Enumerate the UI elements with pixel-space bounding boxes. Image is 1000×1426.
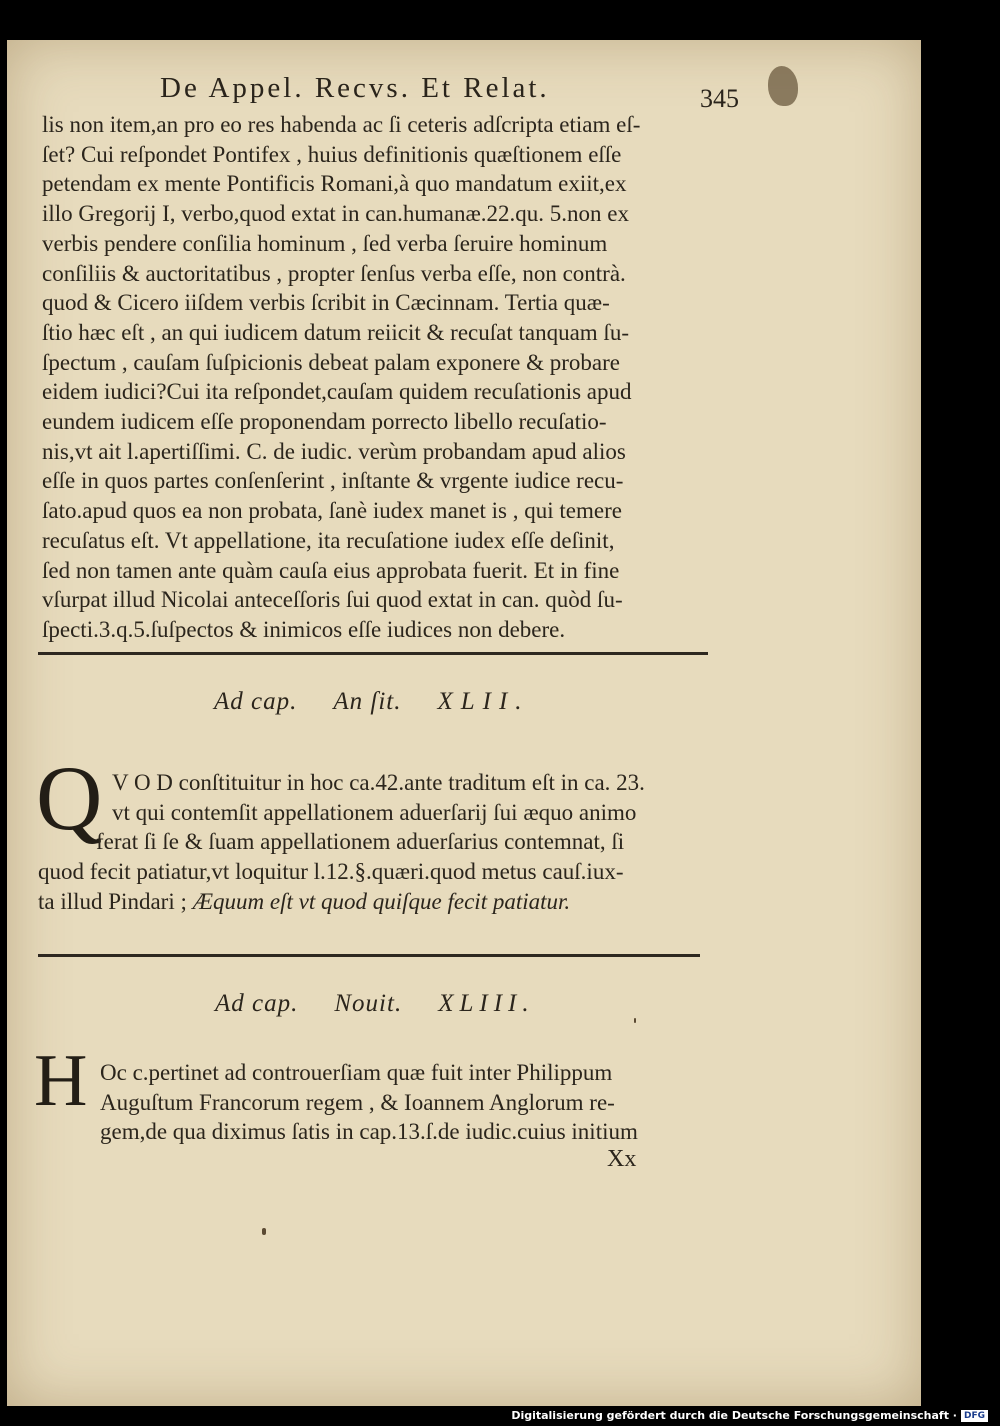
- heading-part: An ſit.: [333, 688, 402, 715]
- text-line: petendam ex mente Pontificis Romani,à quo mandatum exiit,ex: [42, 171, 627, 197]
- text-line: lis non item,an pro eo res habenda ac ſi ceteris adſcripta etiam eſ-: [42, 112, 641, 137]
- text-line: recuſatus eſt. Vt appellatione, ita recuſatione iudex eſſe deſinit,: [42, 527, 615, 553]
- text-line: ſpectum , cauſam ſuſpicionis debeat palam exponere & probare: [42, 349, 620, 375]
- quotation: Æquum eſt vt quod quiſque fecit patiatur.: [192, 888, 571, 914]
- dfg-logo: DFG: [961, 1410, 988, 1422]
- section-heading-xliii: [215, 990, 571, 1018]
- text-segment: ta illud Pindari ;: [38, 888, 187, 914]
- drop-capital-q: Q: [36, 747, 103, 849]
- ink-speck: [634, 1018, 636, 1023]
- body-text-section-1: [42, 110, 640, 645]
- stain-mark: [768, 66, 798, 106]
- catchword: Xx: [607, 1146, 637, 1172]
- text-line: conſiliis & auctoritatibus , propter ſenſus verba eſſe, non contrà.: [42, 260, 626, 286]
- text-line: ſtio hæc eſt , an qui iudicem datum reiicit & recuſat tanquam ſu-: [42, 319, 629, 345]
- text-line: eſſe in quos partes conſenſerint , inſtante & vrgente iudice recu-: [42, 468, 624, 494]
- text-line: ſpecti.3.q.5.ſuſpectos & inimicos eſſe iudices non debere.: [42, 616, 566, 642]
- text-line: V O D conſtituitur in hoc ca.42.ante traditum eſt in ca. 23.: [112, 770, 645, 795]
- heading-part: Ad cap.: [215, 990, 299, 1017]
- text-line: verbis pendere conſilia hominum , ſed verba ſeruire hominum: [42, 230, 608, 256]
- text-line: nis,vt ait l.apertiſſimi. C. de iudic. verùm probandam apud alios: [42, 438, 626, 464]
- text-line: vt qui contemſit appellationem aduerſarij ſui æquo animo: [112, 799, 637, 825]
- text-line: ſato.apud quos ea non probata, ſanè iudex manet is , qui temere: [42, 498, 622, 524]
- text-line: Auguſtum Francorum regem , & Ioannem Anglorum re-: [100, 1089, 615, 1115]
- text-line: quod & Cicero iiſdem verbis ſcribit in Cæcinnam. Tertia quæ-: [42, 290, 610, 316]
- digitization-credit: [511, 1409, 988, 1422]
- text-line: quod fecit patiatur,vt loquitur l.12.§.quæri.quod metus cauſ.iux-: [38, 859, 624, 884]
- body-text-section-3: [100, 1058, 638, 1147]
- page-number: 345: [700, 84, 739, 113]
- text-line: eidem iudici?Cui ita reſpondet,cauſam quidem recuſationis apud: [42, 379, 632, 405]
- text-line: ſet? Cui reſpondet Pontifex , huius definitionis quæſtionem eſſe: [42, 141, 622, 167]
- text-line: vſurpat illud Nicolai anteceſſoris ſui quod extat in can. quòd ſu-: [42, 587, 623, 613]
- text-line: eundem iudicem eſſe proponendam porrecto libello recuſatio-: [42, 409, 607, 435]
- text-line: ferat ſi ſe & ſuam appellationem aduerſarius contemnat, ſi: [96, 829, 625, 854]
- text-line: Oc c.pertinet ad controuerſiam quæ fuit inter Philippum: [100, 1060, 613, 1085]
- drop-capital-h: H: [34, 1040, 88, 1122]
- body-text-section-2-full: [38, 857, 623, 916]
- horizontal-rule: [38, 954, 700, 957]
- heading-part: Ad cap.: [214, 688, 298, 715]
- text-line: [38, 887, 623, 917]
- horizontal-rule: [38, 652, 708, 655]
- running-title: De Appel. Recvs. Et Relat.: [160, 72, 550, 104]
- text-line: ſed non tamen ante quàm cauſa eius approbata fuerit. Et in fine: [42, 557, 620, 583]
- heading-part: Nouit.: [334, 990, 403, 1017]
- text-line: illo Gregorij I, verbo,quod extat in can.humanæ.22.qu. 5.non ex: [42, 201, 630, 227]
- heading-part: XLIII.: [438, 990, 535, 1017]
- heading-part: XLII.: [437, 688, 530, 715]
- ink-speck: [262, 1228, 266, 1235]
- credit-text: Digitalisierung gefördert durch die Deutsche Forschungsgemeinschaft ·: [511, 1409, 957, 1422]
- body-text-section-2-line3: [96, 827, 624, 857]
- section-heading-xlii: [214, 688, 566, 716]
- body-text-section-2-indented: [112, 768, 645, 827]
- text-line: gem,de qua diximus ſatis in cap.13.ſ.de iudic.cuius initium: [100, 1119, 638, 1145]
